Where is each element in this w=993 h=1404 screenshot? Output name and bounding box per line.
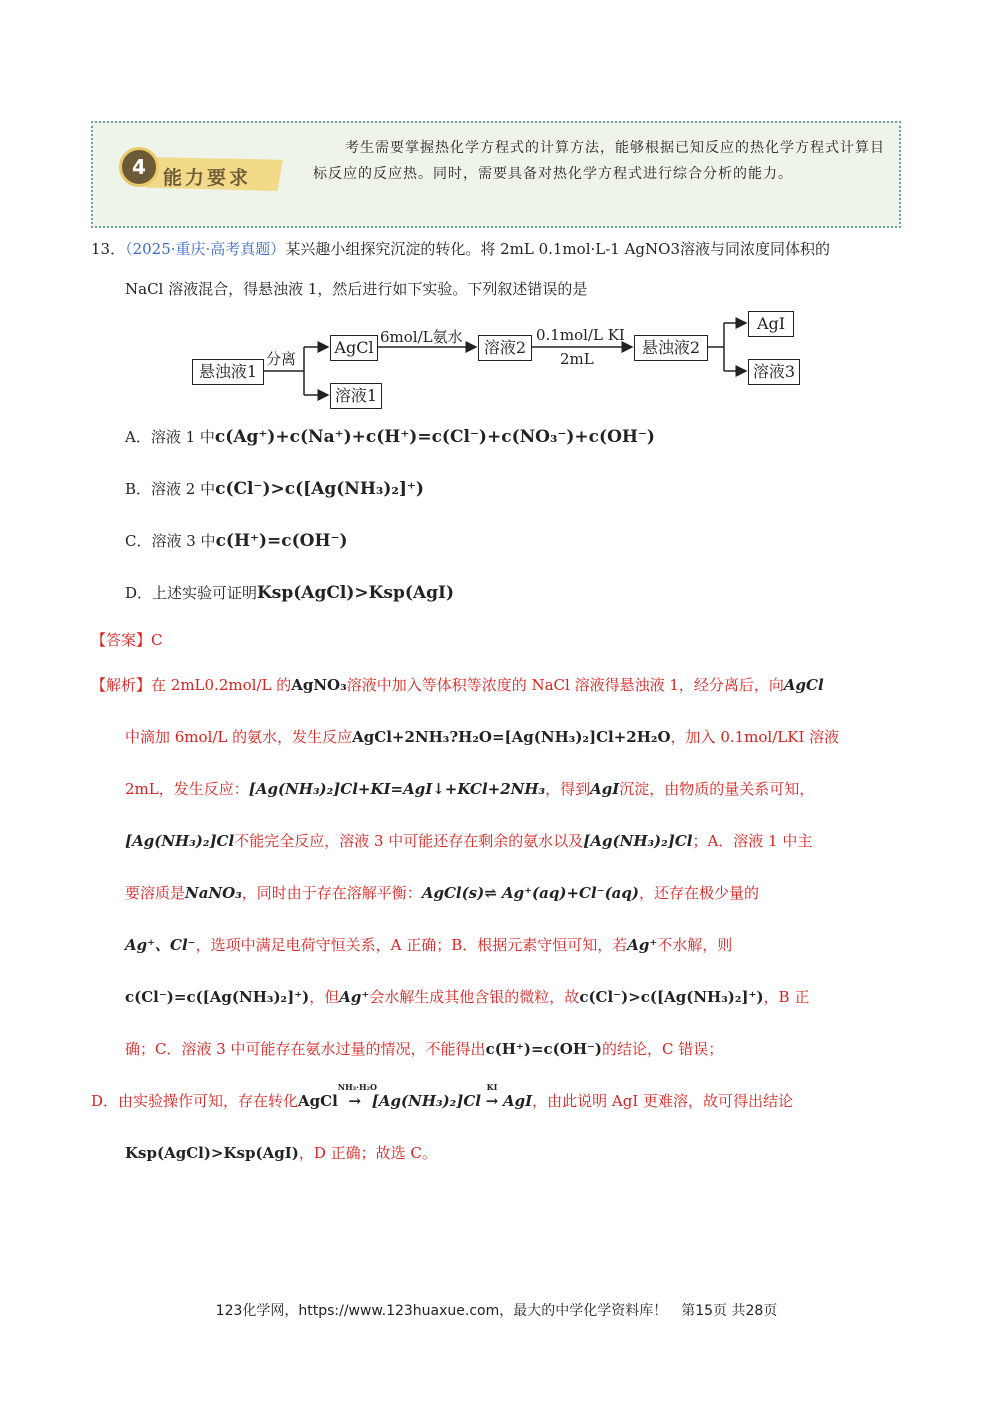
flow-label-separation: 分离 bbox=[266, 350, 297, 368]
analysis-text: 不能完全反应，溶液 3 中可能还存在剩余的氨水以及 bbox=[234, 832, 584, 850]
analysis-text: 中滴加 6mol/L 的氨水，发生反应 bbox=[125, 728, 353, 746]
ability-number-circle: 4 bbox=[119, 147, 159, 187]
analysis-text: 溶液中加入等体积等浓度的 NaCl 溶液得悬浊液 1，经分离后，向 bbox=[346, 676, 784, 694]
option-d-equation: Ksp(AgCl)>Ksp(AgI) bbox=[257, 583, 455, 603]
flow-box-agi: AgI bbox=[748, 311, 794, 337]
question-text-1: 某兴趣小组探究沉淀的转化。将 2mL 0.1mol·L-1 AgNO3溶液与同浓度同体积的 bbox=[285, 240, 830, 258]
option-d-prefix: D．上述实验可证明 bbox=[125, 584, 258, 602]
experiment-flow-diagram bbox=[180, 308, 820, 408]
option-d bbox=[125, 582, 454, 603]
analysis-formula: AgCl+2NH₃?H₂O=[Ag(NH₃)₂]Cl+2H₂O bbox=[352, 728, 671, 746]
analysis-text: 要溶质是 bbox=[125, 884, 186, 902]
flow-box-agcl: AgCl bbox=[330, 335, 378, 361]
analysis-formula: AgNO₃ bbox=[291, 676, 347, 694]
analysis-formula: [Ag(NH₃)₂]Cl bbox=[125, 832, 235, 850]
analysis-formula: AgCl bbox=[783, 676, 824, 694]
answer-line bbox=[91, 629, 163, 650]
analysis-text: 不水解，则 bbox=[657, 936, 733, 954]
analysis-formula: c(H⁺)=c(OH⁻) bbox=[485, 1040, 603, 1058]
question-number: 13． bbox=[91, 240, 126, 258]
conversion-arrow-2 bbox=[481, 1082, 503, 1110]
analysis-text: ，由此说明 AgI 更难溶，故可得出结论 bbox=[532, 1092, 794, 1110]
analysis-line-3 bbox=[125, 778, 814, 799]
option-a-equation: c(Ag⁺)+c(Na⁺)+c(H⁺)=c(Cl⁻)+c(NO₃⁻)+c(OH⁻) bbox=[214, 427, 655, 447]
analysis-formula: AgCl bbox=[298, 1092, 338, 1110]
page-footer: 123化学网，https://www.123huaxue.com，最大的中学化学资料库！ 第15页 共28页 bbox=[215, 1303, 778, 1319]
analysis-text: ，同时由于存在溶解平衡： bbox=[241, 884, 422, 902]
flow-box-solution-3: 溶液3 bbox=[748, 359, 800, 385]
ability-requirement-box bbox=[91, 121, 901, 228]
question-source: （2025·重庆·高考真题） bbox=[125, 240, 286, 258]
analysis-text: 确；C．溶液 3 中可能存在氨水过量的情况，不能得出 bbox=[125, 1040, 486, 1058]
analysis-formula: [Ag(NH₃)₂]Cl bbox=[371, 1092, 481, 1110]
option-c-prefix: C．溶液 3 中 bbox=[125, 532, 216, 550]
analysis-text: D．由实验操作可知，存在转化 bbox=[91, 1092, 299, 1110]
analysis-line-9 bbox=[91, 1082, 794, 1111]
answer-value: C bbox=[151, 631, 163, 649]
analysis-formula: c(Cl⁻)=c([Ag(NH₃)₂]⁺) bbox=[125, 988, 310, 1006]
flow-label-ammonia: 6mol/L氨水 bbox=[380, 328, 463, 346]
analysis-text: 的结论，C 错误； bbox=[602, 1040, 724, 1058]
analysis-line-6 bbox=[125, 934, 732, 955]
flow-box-solution-2: 溶液2 bbox=[478, 335, 532, 361]
option-c bbox=[125, 530, 348, 551]
right-arrow-icon: → bbox=[348, 1092, 362, 1110]
option-b bbox=[125, 478, 424, 499]
answer-label: 【答案】 bbox=[91, 631, 152, 649]
analysis-text: ，但 bbox=[309, 988, 340, 1006]
analysis-formula: AgI bbox=[502, 1092, 533, 1110]
analysis-line-10 bbox=[125, 1142, 437, 1163]
analysis-formula: AgI bbox=[590, 780, 620, 798]
analysis-formula: Ag⁺ bbox=[339, 988, 370, 1006]
flow-box-suspension-1: 悬浊液1 bbox=[192, 359, 264, 385]
option-a-prefix: A．溶液 1 中 bbox=[125, 428, 215, 446]
analysis-text: ，得到 bbox=[545, 780, 591, 798]
option-c-equation: c(H⁺)=c(OH⁻) bbox=[215, 531, 348, 551]
flow-label-volume: 2mL bbox=[560, 350, 594, 368]
analysis-formula: Ag⁺、Cl⁻ bbox=[125, 936, 196, 954]
analysis-label: 【解析】 bbox=[91, 676, 152, 694]
analysis-text: 沉淀，由物质的量关系可知， bbox=[619, 780, 815, 798]
option-a bbox=[125, 426, 655, 447]
analysis-formula: c(Cl⁻)>c([Ag(NH₃)₂]⁺) bbox=[579, 988, 764, 1006]
analysis-text: ，还存在极少量的 bbox=[638, 884, 759, 902]
analysis-line-5 bbox=[125, 882, 759, 903]
analysis-formula: AgCl(s)⇌ Ag⁺(aq)+Cl⁻(aq) bbox=[421, 884, 639, 902]
flow-box-suspension-2: 悬浊液2 bbox=[634, 335, 708, 361]
option-b-equation: c(Cl⁻)>c([Ag(NH₃)₂]⁺) bbox=[215, 479, 424, 499]
arrow-reagent-label: NH₃·H₂O bbox=[337, 1082, 377, 1092]
analysis-line-4 bbox=[125, 830, 812, 851]
analysis-text: 2mL，发生反应： bbox=[125, 780, 249, 798]
ability-description: 考生需要掌握热化学方程式的计算方法，能够根据已知反应的热化学方程式计算目标反应的反应热。同时，需要具备对热化学方程式进行综合分析的能力。 bbox=[313, 140, 885, 182]
analysis-text: ，D 正确；故选 C。 bbox=[298, 1144, 437, 1162]
analysis-formula: [Ag(NH₃)₂]Cl+KI=AgI↓+KCl+2NH₃ bbox=[248, 780, 546, 798]
question-line-1 bbox=[91, 238, 830, 259]
analysis-formula: [Ag(NH₃)₂]Cl bbox=[583, 832, 693, 850]
analysis-text: ，加入 0.1mol/LKI 溶液 bbox=[670, 728, 840, 746]
flow-label-ki: 0.1mol/L KI bbox=[536, 326, 625, 344]
analysis-line-1 bbox=[91, 674, 824, 695]
analysis-formula: NaNO₃ bbox=[185, 884, 242, 902]
right-arrow-icon: → bbox=[485, 1092, 499, 1110]
analysis-text: ，B 正 bbox=[763, 988, 810, 1006]
conversion-arrow-1 bbox=[337, 1082, 377, 1110]
flow-box-solution-1: 溶液1 bbox=[330, 383, 382, 409]
arrow-reagent-label: KI bbox=[486, 1082, 498, 1092]
analysis-line-7 bbox=[125, 986, 809, 1007]
analysis-text: 会水解生成其他含银的微粒，故 bbox=[369, 988, 580, 1006]
option-b-prefix: B．溶液 2 中 bbox=[125, 480, 216, 498]
analysis-formula: Ksp(AgCl)>Ksp(AgI) bbox=[125, 1144, 299, 1162]
analysis-line-2 bbox=[125, 726, 839, 747]
analysis-text: ，选项中满足电荷守恒关系，A 正确；B．根据元素守恒可知，若 bbox=[195, 936, 628, 954]
ability-badge bbox=[113, 143, 263, 203]
ability-label: 能力要求 bbox=[163, 167, 252, 189]
question-line-2: NaCl 溶液混合，得悬浊液 1，然后进行如下实验。下列叙述错误的是 bbox=[125, 280, 588, 298]
analysis-text: ；A．溶液 1 中主 bbox=[692, 832, 813, 850]
analysis-formula: Ag⁺ bbox=[627, 936, 658, 954]
analysis-text: 在 2mL0.2mol/L 的 bbox=[151, 676, 292, 694]
analysis-line-8 bbox=[125, 1038, 723, 1059]
